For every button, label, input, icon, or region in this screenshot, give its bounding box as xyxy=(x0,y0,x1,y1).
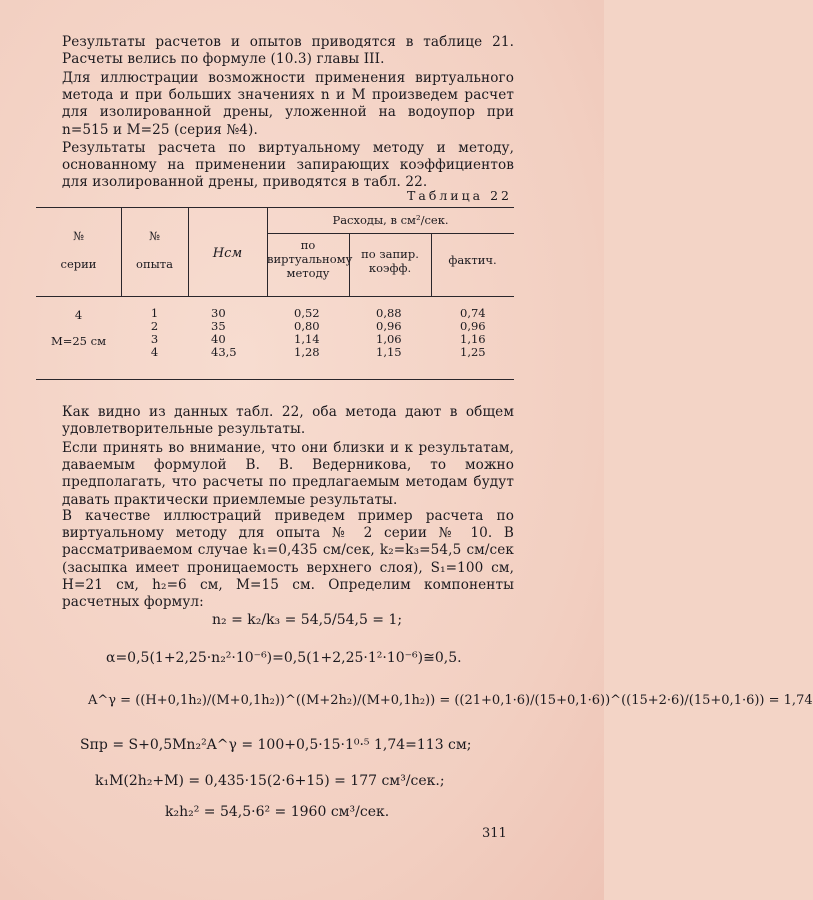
header-experiment-no: № xyxy=(149,229,160,243)
header-virtual: по виртуальному методу xyxy=(267,238,353,280)
cell-h: 43,5 xyxy=(211,345,237,359)
cell-actual: 0,74 xyxy=(460,306,486,320)
cell-virtual: 1,14 xyxy=(294,332,320,346)
formula-alpha: α=0,5(1+2,25·n₂²·10⁻⁶)=0,5(1+2,25·1²·10⁻⁶)≅0,5. xyxy=(106,650,462,666)
cell-exp: 3 xyxy=(150,332,159,346)
paragraph-6: В качестве иллюстраций приведем пример расчета по виртуальному методу для опыта № 2 серии № 10. В рассматриваемом случае k₁=0,435 см/сек, k₂=k₃=54,5 см/сек (засыпка имеет проницаемость верхнего слоя), S₁=100 см, H=21 см, h₂=6 см, M=15 см. Определим компоненты расчетных формул: xyxy=(62,508,514,611)
header-experiment-label: опыта xyxy=(136,257,173,271)
page-number: 311 xyxy=(482,826,507,841)
cell-virtual: 1,28 xyxy=(294,345,320,359)
paragraph-2: Для иллюстрации возможности применения виртуального метода и при больших значениях n и M произведем расчет для изолированной дрены, уложенной на водоупор при n=515 и M=25 (серия №4). xyxy=(62,70,514,138)
header-flows-group: Расходы, в см²/сек. xyxy=(332,213,449,227)
cell-exp: 1 xyxy=(150,306,159,320)
cell-actual: 1,25 xyxy=(460,345,486,359)
formula-s-pr: Sпр = S+0,5Mn₂²A^γ = 100+0,5·15·1⁰·⁵ 1,74=113 см; xyxy=(80,737,472,753)
paragraph-4: Как видно из данных табл. 22, оба метода дают в общем удовлетворительные результаты. xyxy=(62,404,514,438)
series-value: 4 xyxy=(74,308,83,322)
cell-exp: 4 xyxy=(150,345,159,359)
cell-h: 40 xyxy=(211,332,226,346)
cell-actual: 1,16 xyxy=(460,332,486,346)
cell-actual: 0,96 xyxy=(460,319,486,333)
formula-k1m: k₁M(2h₂+M) = 0,435·15(2·6+15) = 177 см³/сек.; xyxy=(95,773,445,789)
cell-locking: 0,96 xyxy=(376,319,402,333)
header-locking: по запир. коэфф. xyxy=(361,247,419,275)
formula-n2: n₂ = k₂/k₃ = 54,5/54,5 = 1; xyxy=(212,612,403,628)
paragraph-3: Результаты расчета по виртуальному методу и методу, основанному на применении запирающих коэффициентов для изолированной дрены, приводятся в табл. 22. xyxy=(62,140,514,191)
cell-virtual: 0,80 xyxy=(294,319,320,333)
header-actual: фактич. xyxy=(448,253,497,267)
header-series-no: № xyxy=(73,229,84,243)
cell-h: 30 xyxy=(211,306,226,320)
paragraph-1: Результаты расчетов и опытов приводятся в таблице 21. Расчеты велись по формуле (10.3) главы III. xyxy=(62,34,514,68)
header-series-label: серии xyxy=(60,257,97,271)
cell-exp: 2 xyxy=(150,319,159,333)
cell-virtual: 0,52 xyxy=(294,306,320,320)
series-m: M=25 см xyxy=(50,334,107,348)
formula-a-gamma: A^γ = ((H+0,1h₂)/(M+0,1h₂))^((M+2h₂)/(M+0,1h₂)) = ((21+0,1·6)/(15+0,1·6))^((15+2·6)/(15+0,1·6)) = 1,74 xyxy=(88,693,813,708)
cell-locking: 0,88 xyxy=(376,306,402,320)
cell-locking: 1,15 xyxy=(376,345,402,359)
cell-locking: 1,06 xyxy=(376,332,402,346)
cell-h: 35 xyxy=(211,319,226,333)
header-h: Hсм xyxy=(212,246,243,261)
paragraph-5: Если принять во внимание, что они близки и к результатам, даваемым формулой В. В. Ведерникова, то можно предполагать, что расчеты по предлагаемым методам будут давать практически приемлемые результаты. xyxy=(62,440,514,508)
data-table xyxy=(36,207,514,379)
formula-k2h2: k₂h₂² = 54,5·6² = 1960 см³/сек. xyxy=(165,804,390,820)
table-caption: Таблица 22 xyxy=(407,188,512,203)
